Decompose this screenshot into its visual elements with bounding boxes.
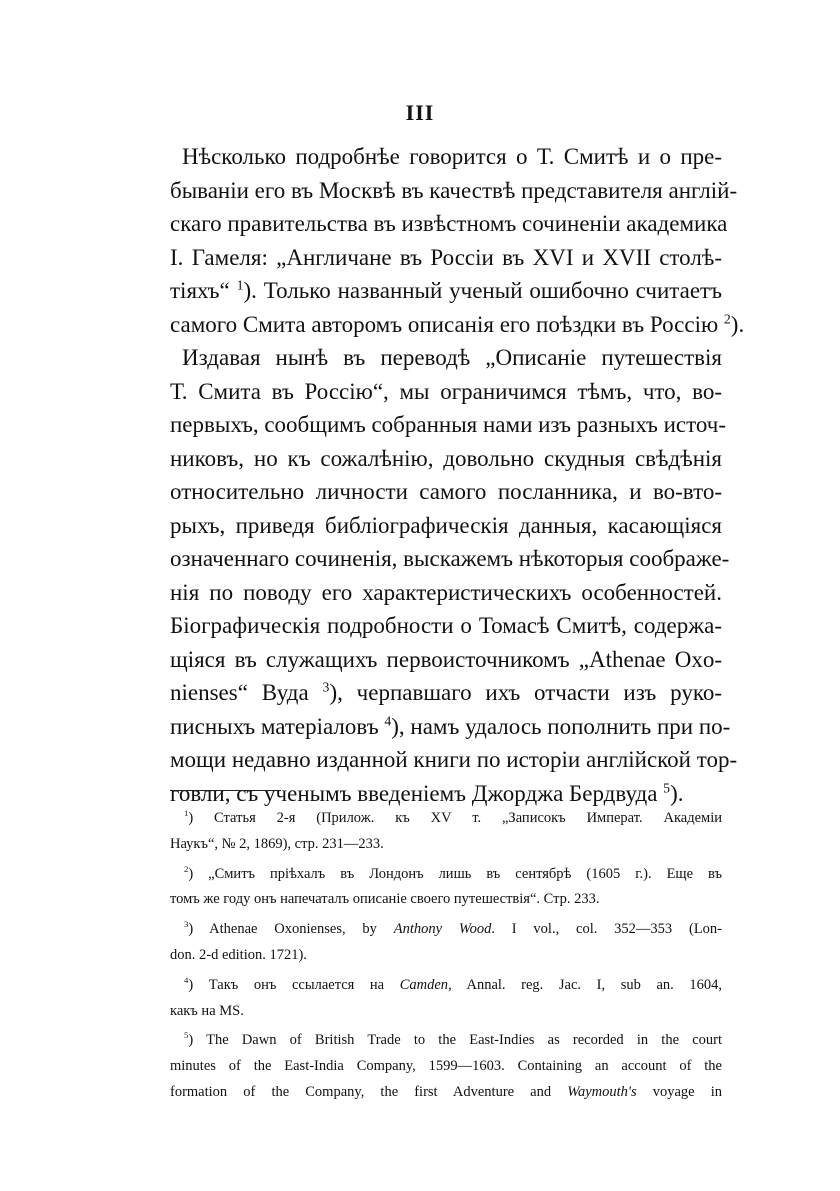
footnote-line: $^4$) Такъ онъ ссылается на Camden, Annal. reg. Jac. I, sub an. 1604,: [184, 974, 722, 993]
body-line: быванiи его въ Москвѣ въ качествѣ представителя англiй-: [170, 177, 738, 203]
body-line: никовъ, но къ сожалѣнiю, довольно скудныя свѣдѣнiя: [170, 445, 722, 471]
footnote-ref: 5: [663, 779, 671, 795]
footnote-line: minutes of the East-India Company, 1599—1603. Containing an account of the: [170, 1058, 722, 1075]
footnote-line: какъ на MS.: [170, 1002, 244, 1019]
footnote-line: $^2$) „Смитъ прiѣхалъ въ Лондонъ лишь въ сентябрѣ (1605 г.). Еще въ: [184, 863, 722, 882]
body-line: Т. Смита въ Россiю“, мы ограничимся тѣмъ, что, во-: [170, 378, 722, 404]
body-line: нiя по поводу его характеристическихъ особенностей.: [170, 579, 722, 605]
body-line: писныхъ матерiаловъ $^4$), намъ удалось пополнить при по-: [170, 712, 731, 739]
footnote-number: 3: [184, 919, 189, 930]
footnote-italic: Anthony Wood: [393, 921, 492, 938]
footnote-line: томъ же году онъ напечаталъ описанiе своего путешествiя“. Стр. 233.: [170, 891, 600, 908]
body-line: nienses“ Вуда $^3$), черпавшаго ихъ отчасти изъ руко-: [170, 679, 722, 705]
body-line: первыхъ, сообщимъ собранныя нами изъ разныхъ источ-: [170, 412, 726, 437]
footnote-number: 5: [184, 1030, 189, 1041]
body-line: означеннаго сочиненiя, выскажемъ нѣкоторыя соображе-: [170, 546, 730, 571]
footnote-number: 1: [184, 808, 189, 819]
body-line: скаго правительства въ извѣстномъ сочиненiи академика: [170, 211, 728, 236]
footnote-number: 4: [184, 974, 189, 985]
footnote-ref: 4: [384, 712, 392, 728]
footnote-ref: 1: [236, 277, 244, 293]
body-line: Издавая нынѣ въ переводѣ „Описанiе путешествiя: [182, 345, 722, 370]
page-number: III: [405, 100, 435, 125]
body-line: самого Смита авторомъ описанiя его поѣздки въ Россiю $^2$).: [170, 310, 745, 337]
footnote-line: don. 2-d edition. 1721).: [170, 946, 307, 963]
footnote-ref: 3: [322, 679, 330, 695]
footnote-line: formation of the Company, the first Adventure and Waymouth's voyage in: [170, 1083, 722, 1100]
body-line: относительно личности самого посланника, и во-вто-: [170, 479, 722, 504]
footnote-ref: 2: [723, 310, 731, 326]
footnote-line: Наукъ“, № 2, 1869), стр. 231—233.: [170, 835, 384, 852]
body-line: говли, съ ученымъ введенiемъ Джорджа Бердвуда $^5$).: [170, 779, 684, 806]
footnote-line: $^3$) Athenae Oxonienses, by Anthony Wood. I vol., col. 352—353 (Lon-: [184, 919, 723, 938]
footnotes: [170, 806, 722, 1106]
body-text: [170, 140, 745, 810]
body-line: I. Гамеля: „Англичане въ Россiи въ XVI и XVII столѣ-: [170, 244, 722, 270]
body-line: Нѣсколько подробнѣе говорится о Т. Смитѣ и о пре-: [182, 144, 722, 169]
body-line: щiяся въ служащихъ первоисточникомъ „Athenae Oxo-: [170, 646, 722, 672]
body-line: рыхъ, приведя библiографическiя данныя, касающiяся: [170, 512, 722, 538]
footnote-line: $^1$) Статья 2-я (Прилож. къ XV т. „Записокъ Императ. Академiи: [184, 808, 722, 826]
footnote-line: $^5$) The Dawn of British Trade to the East-Indies as recorded in the court: [184, 1030, 722, 1049]
footnote-separator: [170, 790, 281, 791]
footnote-italic: Waymouth's: [567, 1083, 637, 1100]
footnote-number: 2: [184, 863, 189, 874]
body-line: Бiографическiя подробности о Томасѣ Смитѣ, содержа-: [170, 613, 722, 638]
footnote-italic: Camden: [399, 976, 449, 993]
body-line: мощи недавно изданной книги по исторiи англiйской тор-: [170, 747, 738, 772]
body-line: тiяхъ“ $^1$). Только названный ученый ошибочно считаетъ: [170, 277, 723, 303]
